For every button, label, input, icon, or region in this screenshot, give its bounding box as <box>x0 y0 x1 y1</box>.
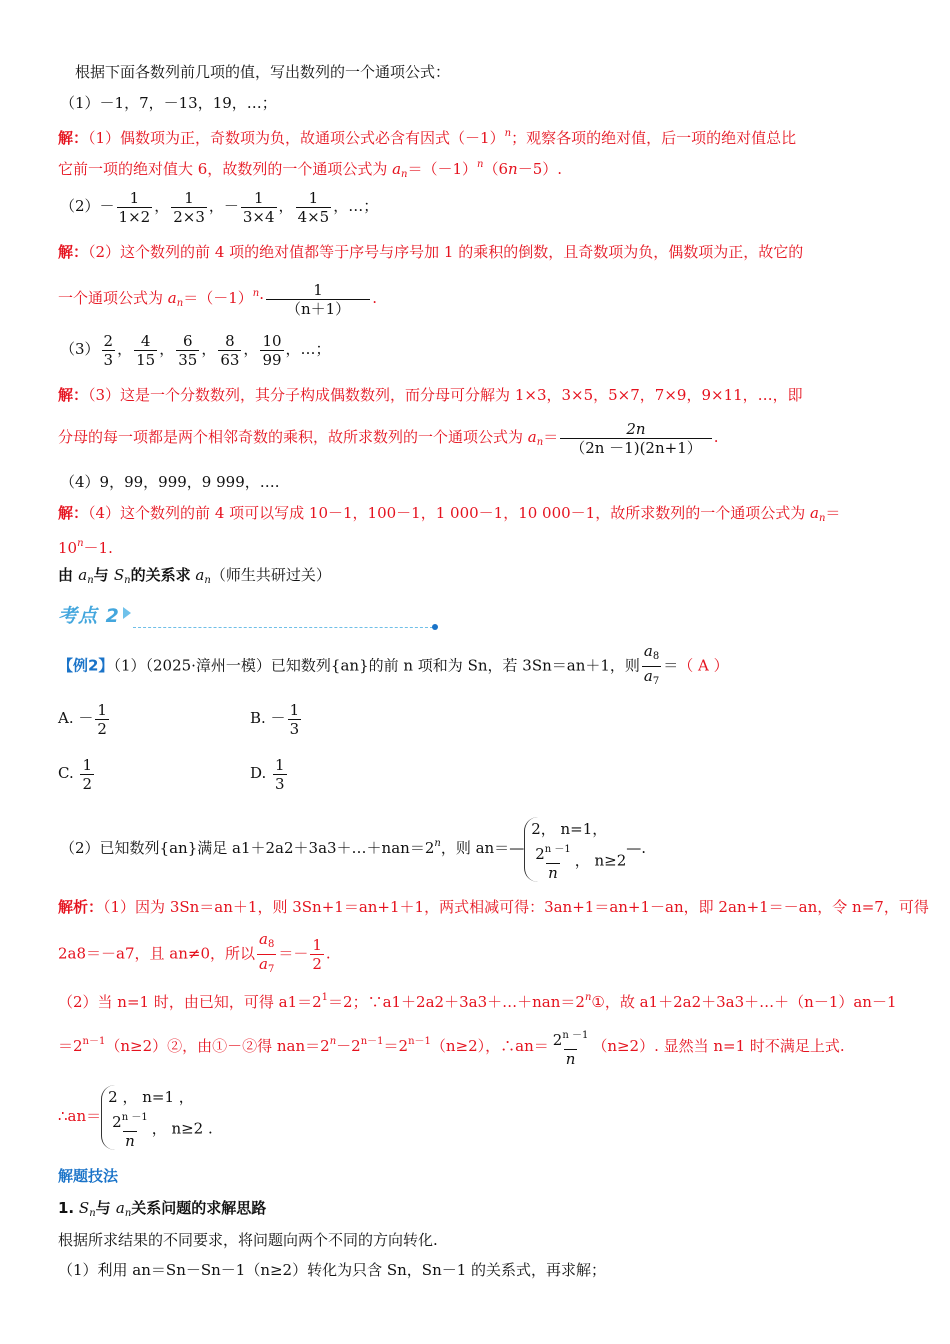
analysis-label: 解析： <box>58 898 104 916</box>
example-2-part-2: （2）已知数列{an}满足 $a1+2a2+3a3+\dots+nan=2^n$，则 an＝— 2， n=1， $\frac{2^{n -1}}{n}$ ， n≥2 —. <box>60 806 646 886</box>
fraction: $\frac{1}{(n+1)}$ <box>266 281 370 318</box>
analysis-line-2: 2a8＝－a7，且 an≠0，所以 $\frac{a_8}{a_7}$ ＝－ $\frac{1}{2}$ . <box>58 930 331 979</box>
solution-label: 解： <box>58 129 89 147</box>
answer: （ A ） <box>678 656 729 675</box>
analysis-line-1: 解析：（1）因为 3Sn＝an＋1，则 3Sn+1＝an+1＋1，两式相减可得：3an+1＝an+1－an，即 2an+1＝－an，令 n=7，可得 <box>58 898 929 916</box>
fraction: $\frac{2n}{(2n -1)(2n+1)}$ <box>560 420 712 457</box>
solution-1-line-2: 它前一项的绝对值大 6，故数列的一个通项公式为 $a_n=(-1)^n(6n-5)$. <box>58 159 563 180</box>
solution-2-line-2: 一个通项公式为 $a_n=(-1)^n\cdot$ $\frac{1}{(n+1)}$ . <box>58 280 377 318</box>
topic-badge: 考点 2 <box>58 605 120 627</box>
example-label: 【例2】 <box>58 656 114 675</box>
piecewise: 2， n=1， $\frac{2^{n -1}}{n}$ ， n≥2 <box>524 817 626 882</box>
question-1: （1）－1，7，－13，19，…； <box>60 94 277 112</box>
analysis-line-3: （2）当 n=1 时，由已知，可得 $a1=2^1=2$；$\because a1+2a2+3a3+\dots+nan=2^n①$，故 a1＋2a2＋3a3＋…＋（n－1）an－1 <box>58 992 897 1011</box>
fraction: $\frac{6}{35}$ <box>178 331 198 369</box>
fraction: $\frac{1}{2\times 3}$ <box>173 188 205 226</box>
piecewise: 2 ， n=1 ， $\frac{2^{n -1}}{n}$ ， n≥2 . <box>101 1085 213 1150</box>
fraction: $\frac{8}{63}$ <box>220 331 240 369</box>
solution-4-line-2: $10^n-1$. <box>58 538 113 557</box>
option-d: D. $\frac{1}{3}$ <box>250 755 285 793</box>
solution-4-line-1: 解：（4）这个数列的前 4 项可以写成 10－1，100－1，1 000－1，10 000－1，故所求数列的一个通项公式为 $a_n=$ <box>58 504 841 524</box>
intro-text: 根据下面各数列前几项的值，写出数列的一个通项公式： <box>75 63 451 81</box>
fraction: $\frac{10}{99}$ <box>262 331 282 369</box>
method-paragraph-2: （1）利用 an＝Sn－Sn－1（n≥2）转化为只含 Sn，Sn－1 的关系式，再求解； <box>58 1261 607 1279</box>
final-answer: ∴an＝ 2 ， n=1 ， $\frac{2^{n -1}}{n}$ ， n≥2 . <box>58 1078 213 1154</box>
fraction: $\frac{2}{3}$ <box>103 331 114 369</box>
fraction: $\frac{1}{1\times 2}$ <box>118 188 151 226</box>
divider <box>133 627 433 628</box>
question-3: （3） $\frac{2}{3}$ ， $\frac{4}{15}$ ， $\frac{6}{35}$ ， $\frac{8}{63}$ ， $\frac{10}{99}$ ，…； <box>60 331 331 369</box>
fraction: $\frac{1}{3\times 4}$ <box>242 188 275 226</box>
solution-1-line-1: 解：（1）偶数项为正，奇数项为负，故通项公式必含有因式$(-1)^n$；观察各项的绝对值，后一项的绝对值总比 <box>58 128 797 147</box>
option-c: C. $\frac{1}{2}$ <box>58 755 93 793</box>
method-title: 解题技法 <box>58 1167 119 1185</box>
question-2: （2）－ $\frac{1}{1\times 2}$ ， $\frac{1}{2\times 3}$ ，－ $\frac{1}{3\times 4}$ ， $\frac{1}{4\times 5}$ ，…； <box>60 188 379 226</box>
badge-arrow-icon <box>123 607 131 619</box>
solution-3-line-2: 分母的每一项都是两个相邻奇数的乘积，故所求数列的一个通项公式为 $a_n=$ $\frac{2n}{(2n -1)(2n+1)}$ . <box>58 419 719 457</box>
analysis-line-4: $=2^{n-1}(n\ge 2)②$，由①－②得 $nan=2^n-2^{n-1}=2^{n-1}(n\ge 2)$，∴an＝ $\frac{2^{n -1}}{n}$ （n≥2）. 显然当 n=1 时不满足上式. <box>58 1029 845 1068</box>
fraction: $\frac{1}{4\times 5}$ <box>297 188 330 226</box>
dot-icon <box>432 624 438 630</box>
method-subtitle: 1. $S_n$与 $a_n$关系问题的求解思路 <box>58 1199 267 1219</box>
solution-2-line-1: 解：（2）这个数列的前 4 项的绝对值都等于序号与序号加 1 的乘积的倒数，且奇数项为负，偶数项为正，故它的 <box>58 243 804 261</box>
question-4: （4）9，99，999，9 999，…. <box>60 473 280 491</box>
option-a: A. － $\frac{1}{2}$ <box>58 700 107 738</box>
solution-3-line-1: 解：（3）这是一个分数数列，其分子构成偶数数列，而分母可分解为 1×3，3×5，5×7，7×9，9×11，…，即 <box>58 386 803 404</box>
method-paragraph-1: 根据所求结果的不同要求，将问题向两个不同的方向转化. <box>58 1231 438 1249</box>
option-b: B. － $\frac{1}{3}$ <box>250 700 300 738</box>
example-2-part-1: 【例2】（1）（2025·漳州一模）已知数列{an}的前 n 项和为 Sn，若 3Sn＝an＋1，则 $\frac{a_8}{a_7}$ ＝（ A ） <box>58 642 729 691</box>
fraction: $\frac{4}{15}$ <box>136 331 156 369</box>
section-heading: 由 $a_n$与 $S_n$的关系求 $a_n$（师生共研过关） <box>58 566 331 586</box>
